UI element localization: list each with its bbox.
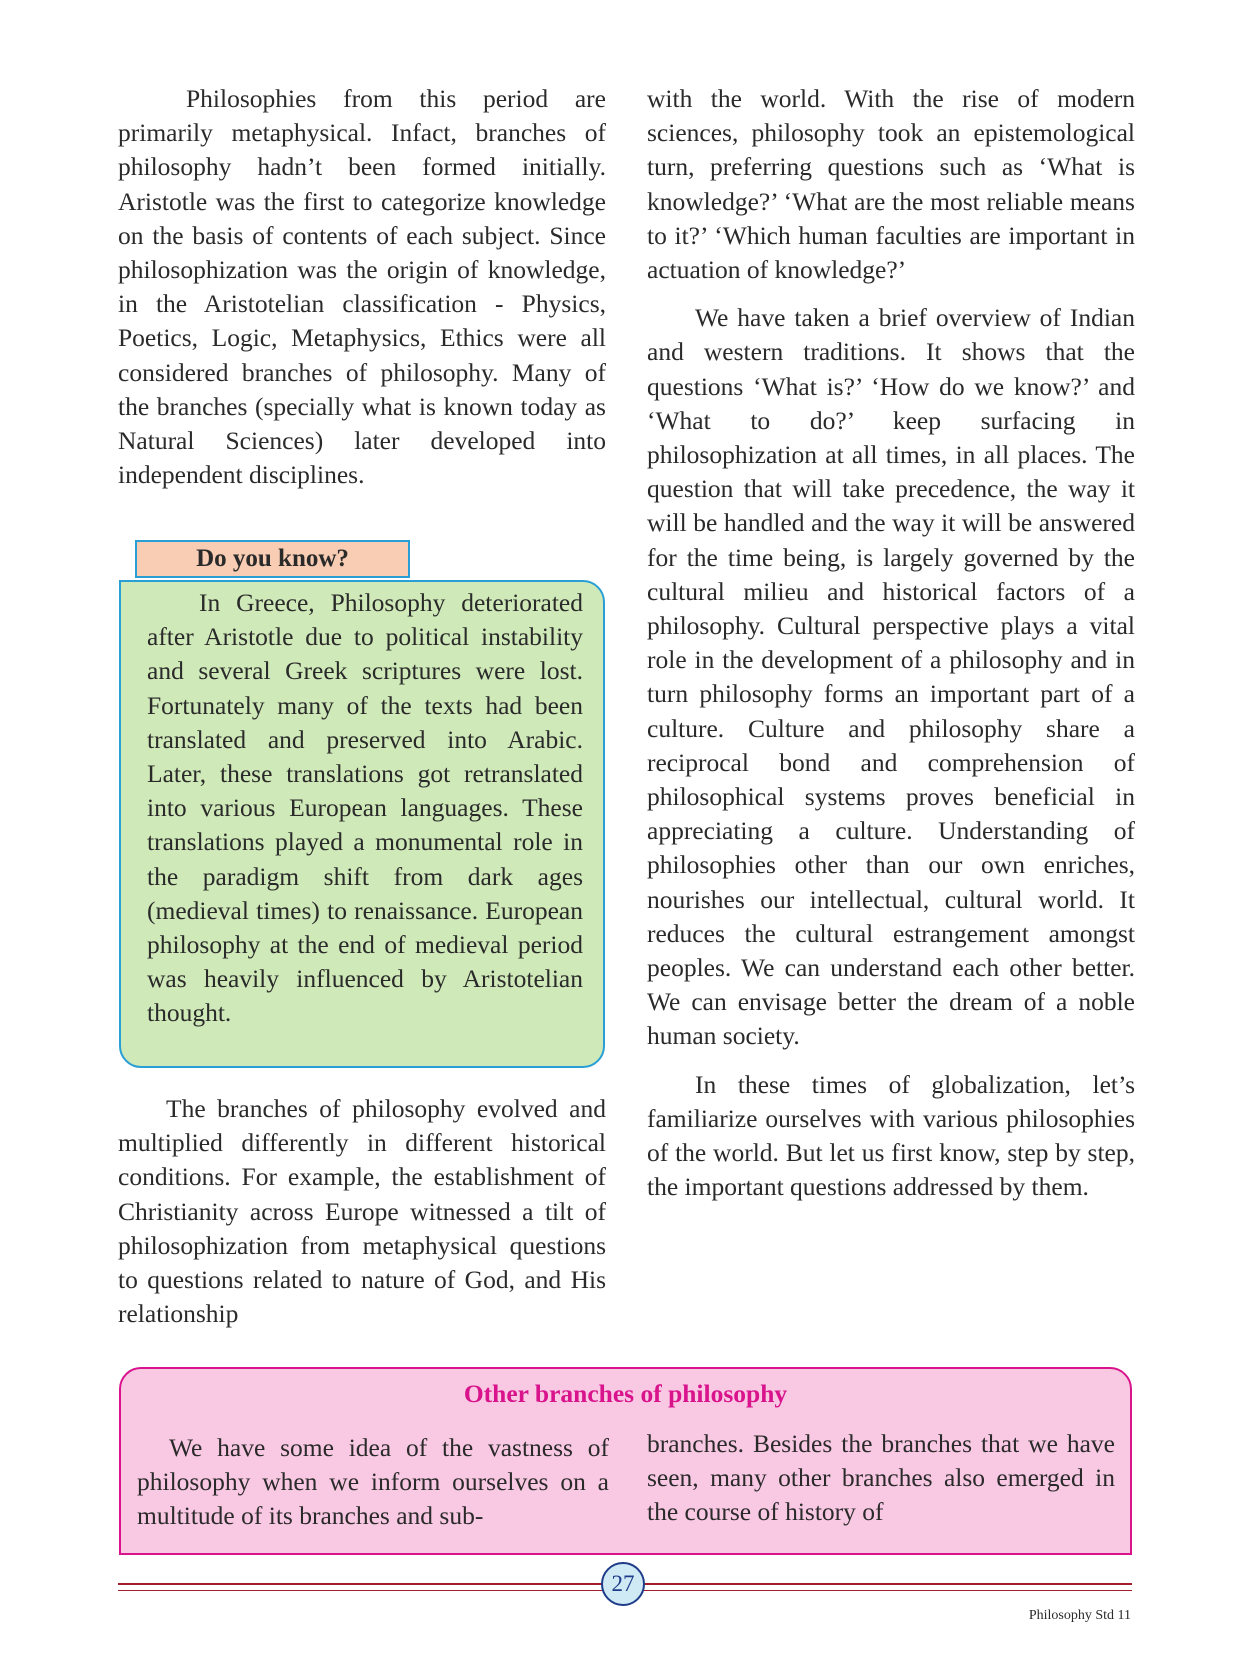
left-paragraph-1: Philosophies from this period are primarily metaphysical. Infact, branches of philosophy hadn’t been formed initially. Aristotle was the first to categorize knowledge on the basis of contents of each subject. Since philosophization was the origin of knowledge, in the Aristotelian classification - Physics, Poetics, Logic, Metaphysics, Ethics were all considered branches of philosophy. Many of the branches (specially what is known today as Natural Sciences) later developed into independent disciplines.: [118, 84, 606, 490]
right-paragraph-2: We have taken a brief overview of Indian and western traditions. It shows that the questions ‘What is?’ ‘How do we know?’ and ‘What to do?’ keep surfacing in philosophization at all times, in all places. The question that will take precedence, the way it will be handled and the way it will be answered for the time being, is largely governed by the cultural milieu and historical factors of a philosophy. Cultural perspective plays a vital role in the development of a philosophy and in turn philosophy forms an important part of a culture. Culture and philosophy share a reciprocal bond and comprehension of philosophical systems proves beneficial in appreciating a culture. Understanding of philosophies other than our own enriches, nourishes our intellectual, cultural world. It reduces the cultural estrangement amongst peoples. We can understand each other better. We can envisage better the dream of a noble human society.: [647, 303, 1135, 1051]
left-column-lower: [118, 1092, 606, 1331]
left-column: [118, 82, 606, 492]
right-paragraph-1: with the world. With the rise of modern sciences, philosophy took an epistemological turn, preferring questions such as ‘What is knowledge?’ ‘What are the most reliable means to it?’ ‘Which human faculties are important in actuation of knowledge?’: [647, 84, 1135, 285]
other-branches-right-text: branches. Besides the branches that we have seen, many other branches also emerged in the course of history of: [647, 1429, 1115, 1527]
do-you-know-text: In Greece, Philosophy deteriorated after Aristotle due to political instability and several Greek scriptures were lost. Fortunately many of the texts had been translated and preserved into Arabic. Later, these translations got retranslated into various European languages. These translations played a monumental role in the paradigm shift from dark ages (medieval times) to renaissance. European philosophy at the end of medieval period was heavily influenced by Aristotelian thought.: [147, 588, 583, 1028]
other-branches-box: [119, 1367, 1132, 1555]
do-you-know-title: Do you know?: [135, 540, 410, 578]
other-branches-title: Other branches of philosophy: [463, 1379, 788, 1408]
other-branches-left-text: We have some idea of the vastness of philosophy when we inform ourselves on a multitude of its branches and sub-: [137, 1433, 609, 1531]
left-paragraph-2: The branches of philosophy evolved and multiplied differently in different historical conditions. For example, the establishment of Christianity across Europe witnessed a tilt of philosophization from metaphysical questions to questions related to nature of God, and His relationship: [118, 1094, 606, 1329]
right-column: [647, 82, 1135, 1205]
right-paragraph-3: In these times of globalization, let’s familiarize ourselves with various philosophies of the world. But let us first know, step by step, the important questions addressed by them.: [647, 1069, 1135, 1202]
footer-book-title: Philosophy Std 11: [1028, 1608, 1131, 1623]
page-number: 27: [601, 1562, 645, 1606]
do-you-know-box: [119, 580, 605, 1068]
